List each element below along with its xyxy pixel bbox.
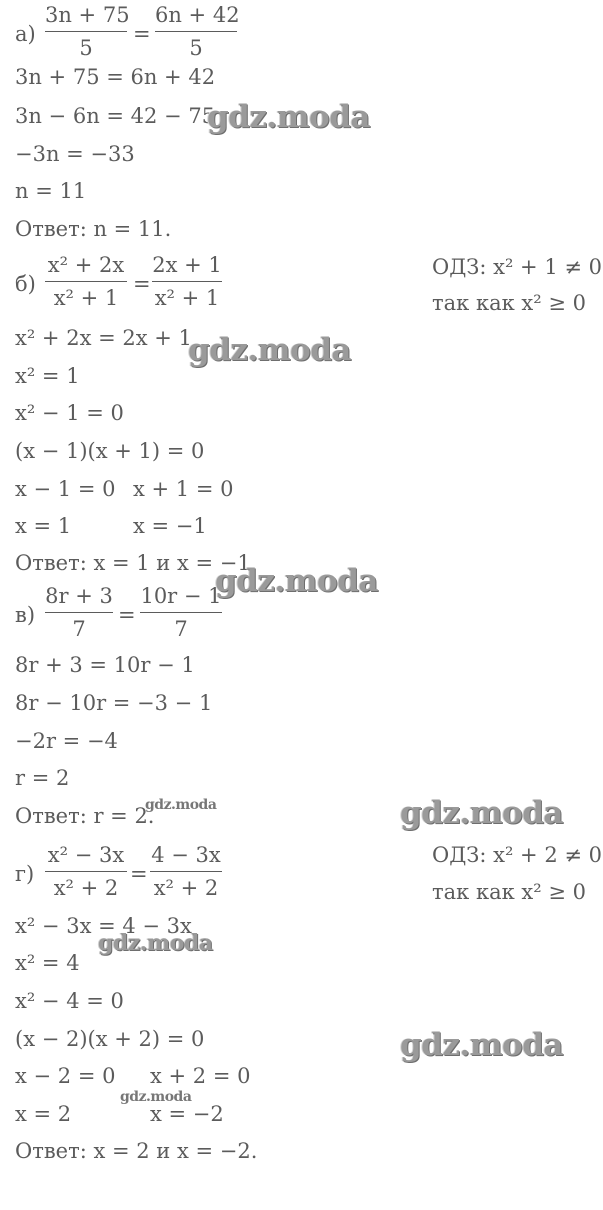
watermark: gdz.moda [120,1089,192,1105]
part-a-answer: Ответ: n = 11. [15,217,172,241]
part-b-label: б) [15,272,36,296]
watermark: gdz.moda [400,795,563,831]
numerator: 3n + 75 [45,3,130,27]
part-g-label: г) [15,862,35,886]
part-g-line-5-left: x − 2 = 0 [15,1064,116,1088]
numerator: x² + 2x [47,253,125,277]
part-b-line-6-right: x = −1 [133,514,207,538]
part-g-odz-note: так как x² ≥ 0 [432,880,586,904]
part-a-fraction-left [45,3,130,60]
part-b-fraction-left [45,255,127,309]
part-v-label: в) [15,603,36,627]
part-b-odz-note: так как x² ≥ 0 [432,291,586,315]
part-a-fraction-right [155,3,240,60]
part-v-line-3: −2r = −4 [15,729,118,753]
denominator: 7 [72,617,86,641]
part-a-label: а) [15,22,36,46]
part-a-line-3: −3n = −33 [15,142,135,166]
denominator: x² + 2 [153,876,219,900]
part-v-line-4: r = 2 [15,766,70,790]
watermark: gdz.moda [207,99,370,135]
denominator: 5 [79,36,93,60]
part-g-line-3: x² − 4 = 0 [15,989,124,1013]
part-v-line-1: 8r + 3 = 10r − 1 [15,653,195,677]
numerator: 10r − 1 [140,584,222,608]
part-a-line-2: 3n − 6n = 42 − 75 [15,104,216,128]
part-g-line-1: x² − 3x = 4 − 3x [15,914,192,938]
part-g-line-4: (x − 2)(x + 2) = 0 [15,1027,205,1051]
denominator: x² + 1 [53,286,119,310]
part-b-line-5-left: x − 1 = 0 [15,477,116,501]
denominator: 7 [174,617,188,641]
part-v-fraction-left [45,586,113,640]
part-b-line-5-right: x + 1 = 0 [133,477,234,501]
part-a-line-1: 3n + 75 = 6n + 42 [15,65,216,89]
part-g-fraction-left [45,845,127,899]
watermark: gdz.moda [215,563,378,599]
fraction-bar [150,871,222,872]
part-v-fraction-right [140,586,222,640]
part-g-line-2: x² = 4 [15,951,80,975]
part-v-answer: Ответ: r = 2. [15,804,155,828]
equals-sign: = [133,22,151,46]
watermark: gdz.moda [145,797,217,813]
denominator: x² + 1 [154,286,220,310]
fraction-bar [45,871,127,872]
part-b-line-4: (x − 1)(x + 1) = 0 [15,439,205,463]
part-b-line-3: x² − 1 = 0 [15,401,124,425]
part-b-line-2: x² = 1 [15,364,80,388]
part-g-fraction-right [150,845,222,899]
part-g-odz: ОДЗ: x² + 2 ≠ 0 [432,843,602,867]
part-b-line-1: x² + 2x = 2x + 1 [15,326,192,350]
numerator: x² − 3x [47,843,125,867]
equals-sign: = [130,862,148,886]
part-b-answer: Ответ: x = 1 и x = −1 [15,551,251,575]
denominator: x² + 2 [53,876,119,900]
denominator: 5 [189,36,203,60]
part-v-line-2: 8r − 10r = −3 − 1 [15,691,213,715]
numerator: 8r + 3 [45,584,113,608]
part-g-line-5-right: x + 2 = 0 [150,1064,251,1088]
watermark: gdz.moda [400,1027,563,1063]
part-g-line-6-left: x = 2 [15,1102,72,1126]
part-b-fraction-right [152,255,222,309]
watermark: gdz.moda [98,930,213,956]
fraction-bar [45,31,127,32]
part-b-odz: ОДЗ: x² + 1 ≠ 0 [432,255,602,279]
fraction-bar [152,281,222,282]
equals-sign: = [133,272,151,296]
numerator: 6n + 42 [155,3,240,27]
fraction-bar [45,612,113,613]
fraction-bar [155,31,237,32]
part-b-line-6-left: x = 1 [15,514,72,538]
part-g-line-6-right: x = −2 [150,1102,224,1126]
fraction-bar [140,612,222,613]
equals-sign: = [118,603,136,627]
fraction-bar [45,281,127,282]
part-a-line-4: n = 11 [15,179,87,203]
part-g-answer: Ответ: x = 2 и x = −2. [15,1139,258,1163]
numerator: 4 − 3x [151,843,221,867]
watermark: gdz.moda [188,332,351,368]
numerator: 2x + 1 [152,253,222,277]
